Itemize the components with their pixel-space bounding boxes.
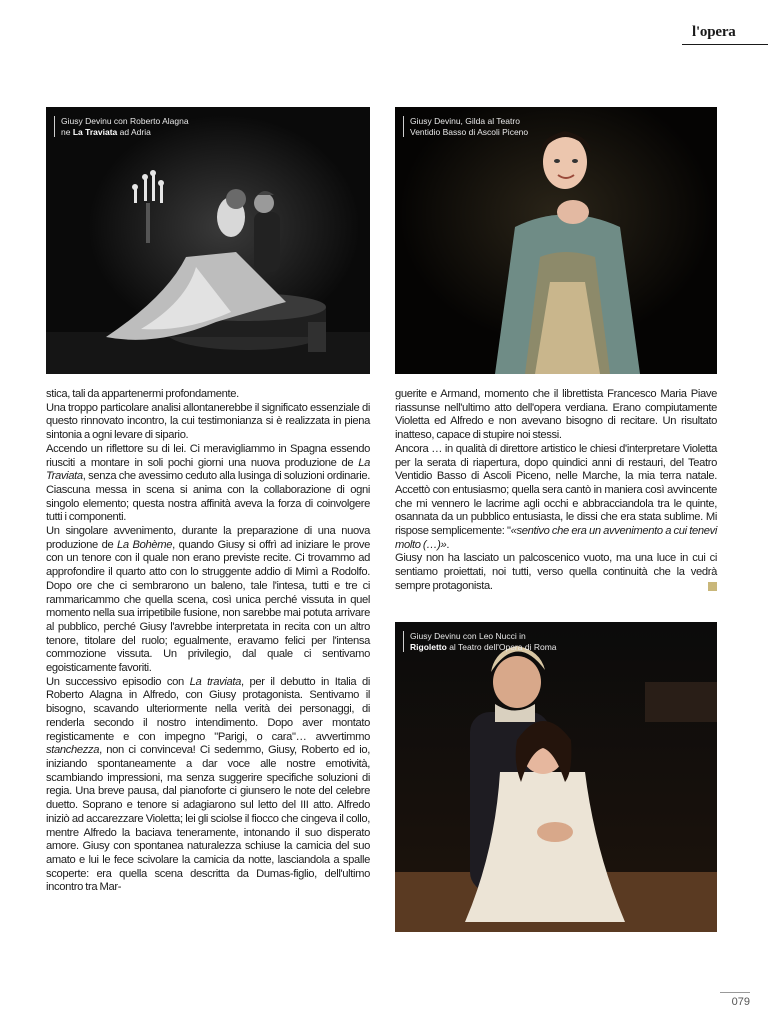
caption-text: ne — [61, 126, 71, 137]
paragraph: Una troppo particolare analisi allontanerebbe il significato essenziale di questo rinnovato incontro, la cui testimonianza si è realizzata in piena sintonia a ogni levare di sipario. — [46, 401, 370, 442]
caption-text: al Teatro dell'Opera di Roma — [449, 641, 557, 652]
caption-line: Giusy Devinu, Gilda al Teatro — [410, 116, 520, 126]
paragraph: guerite e Armand, momento che il librettista Francesco Maria Piave riassunse nell'ultimo atto dell'opera verdiana. Erano compiutamente Violetta ed Alfredo e non avevano bisogno di recitare. Un risultato inatteso, capace di stupire noi stessi. — [395, 388, 717, 442]
caption-line: Giusy Devinu con Leo Nucci in — [410, 631, 526, 641]
text: , quando Giusy si offrì ad iniziare le prove con un tenore con il quale non erano previste recite. Ci trovammo ad approfondire il quarto atto con lo struggente addio di Mimì a Rodolfo. Dopo ore che ci sembrarono un baleno, tale l'intesa, tutti e tre ci rammaricammo che quella scena, così unica perché vissuta in quel momento nella sua irripetibile fusione, non sarebbe mai potuta arrivare al pubblico, perché Giusy l'avrebbe interpretata in recita con un altro tenore, titolare del ruolo; egualmente, eravamo felici per l'intensa commozione vissuta. Un privilegio, dal quale ci sentivamo egoisticamente favoriti. — [46, 538, 371, 675]
caption-bold: La Traviata — [72, 126, 118, 137]
caption-line — [410, 642, 557, 653]
photo-caption — [403, 116, 528, 137]
quote: «sentivo che era un avvenimento a cui tenevi molto (…)» — [395, 525, 717, 551]
photo-rigoletto-roma — [395, 622, 717, 932]
caption-line — [61, 127, 189, 138]
section-header — [682, 24, 768, 45]
text: . — [446, 538, 450, 551]
article-left-column — [46, 388, 370, 895]
paragraph — [46, 443, 370, 525]
paragraph: stica, tali da appartenermi profondamente. — [46, 388, 239, 400]
end-of-article-mark — [708, 582, 717, 591]
photo-caption — [403, 631, 557, 652]
section-title: l'opera — [692, 24, 736, 40]
text: , per il debutto in Italia di Roberto Alagna in Alfredo, con Giusy protagonista. Sentivamo il bisogno, scavando ulteriormente nella verità dei personaggi, di renderla secondo il nostro intendimento. Dopo aver montato registicamente e con impegno "Parigi, o cara"… avvertimmo — [46, 675, 371, 743]
paragraph — [46, 525, 370, 676]
rigoletto-stage-image — [395, 622, 717, 932]
text: Un singolare avvenimento, durante la preparazione di una nuova produzione de — [46, 525, 370, 551]
caption-text: ad Adria — [119, 126, 151, 137]
photo-caption — [54, 116, 189, 137]
caption-line: Ventidio Basso di Ascoli Piceno — [410, 126, 529, 137]
text: , non ci convinceva! Ci sedemmo, Giusy, Roberto ed io, iniziando spontaneamente a dar voce alle nostre emotività, scambiando impressioni, ma senza suggerire specifiche soluzioni di regia. Una breve pausa, dal pianoforte ci giunsero le note del celebre duetto. Soprano e tenore si adagiarono sul letto del III atto. Alfredo iniziò ad accarezzare Violetta; lei gli sciolse il fiocco che cingeva il collo, mentre Alfredo la baciava teneramente, intonando il suo disperato amore. Giusy con spontanea naturalezza schiuse la camicia del suo amato e lui le fece scivolare la camicia da notte, lasciandola a spalle scoperte: era quella scena descritta da Dumas-figlio, dell'ultimo incontro tra Mar- — [46, 744, 370, 894]
opera-title: La Traviata — [46, 456, 370, 483]
opera-title: La Bohème — [117, 538, 173, 551]
text: , senza che avessimo ceduto alla lusinga di soluzioni ordinarie. Ciascuna messa in scena si anima con la collaborazione di ogni singolo elemento; questa nostra affinità aveva la forza di coinvolgere tutti i componenti. — [46, 470, 370, 524]
traviata-stage-image — [46, 107, 370, 374]
emphasis: stanchezza — [46, 744, 100, 757]
text: Giusy non ha lasciato un palcoscenico vuoto, ma una luce in cui ci sentiamo proiettati, noi tutti, verso quella continuità che la vedrà sempre protagonista. — [395, 552, 717, 592]
opera-title: La traviata — [189, 675, 242, 688]
text: Ancora … in qualità di direttore artistico le chiesi d'interpretare Violetta per la serata di riapertura, dopo quindici anni di restauri, del Teatro Ventidio Basso di Ascoli Piceno, nelle Marche, la mia terra natale. Accettò con entusiasmo; quella sera cantò in maniera così avvincente che mi vennero le lacrime agli occhi e abbracciandola tra le quinte, osannata da un pubblico entusiasta, le dissi che era stata sublime. Mi rispose semplicemente: " — [395, 442, 717, 538]
gilda-stage-image — [395, 107, 717, 374]
paragraph — [395, 443, 717, 553]
page-number: 079 — [720, 992, 750, 1008]
article-right-column — [395, 388, 717, 594]
paragraph — [46, 676, 370, 895]
caption-bold: Rigoletto — [410, 641, 447, 652]
paragraph — [395, 552, 717, 593]
text: Accendo un riflettore su di lei. Ci meravigliammo in Spagna essendo riusciti a montare in soli pochi giorni una nuova produzione de — [46, 442, 370, 469]
photo-traviata-adria — [46, 107, 370, 374]
caption-line: Giusy Devinu con Roberto Alagna — [61, 116, 189, 126]
text: Un successivo episodio con — [46, 675, 190, 688]
photo-gilda-ascoli — [395, 107, 717, 374]
